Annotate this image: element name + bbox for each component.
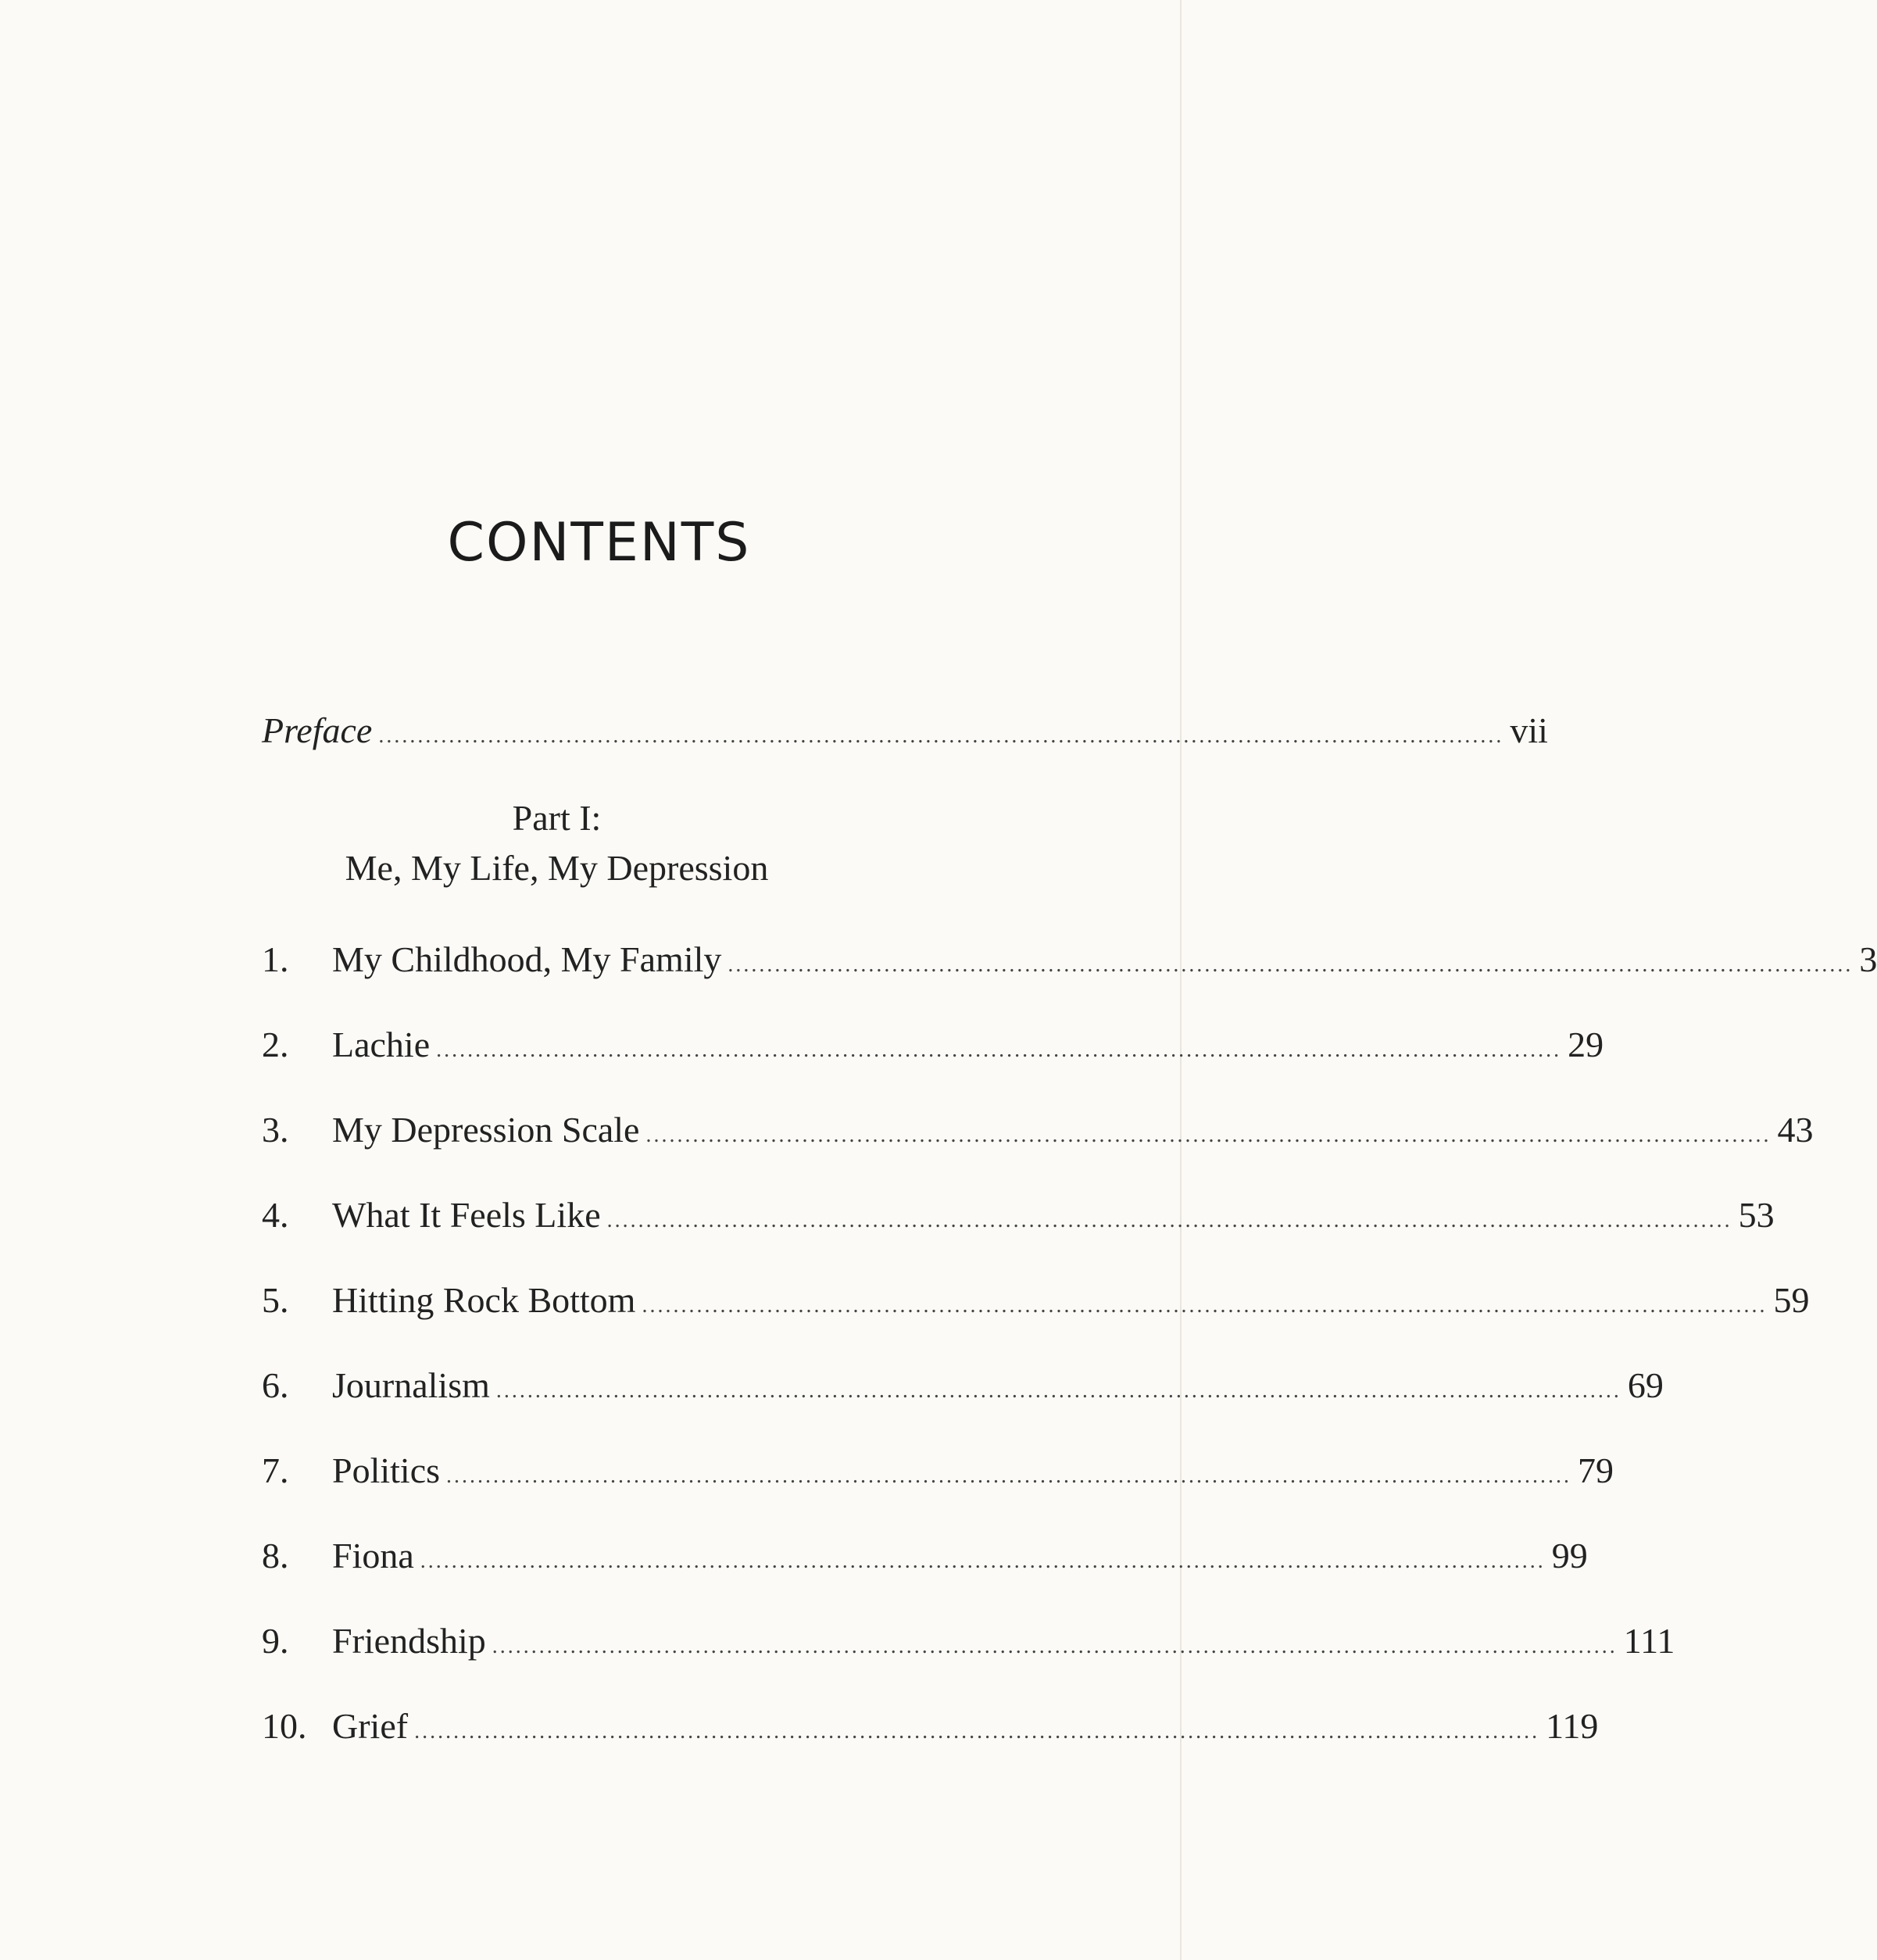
toc-entry-number: 7. [262,1450,289,1490]
toc-entry-preface[interactable] [262,707,1548,754]
toc-entry-number: 1. [262,939,289,979]
dot-leader: ................................................................................................................................................ [728,953,1854,977]
dot-leader: ................................................................................................................................................ [492,1634,1618,1658]
toc-entry-number: 4. [262,1195,289,1235]
toc-entry[interactable] [262,1703,1599,1750]
dot-leader: ................................................................................................................................................ [436,1038,1562,1062]
toc-entry-page: 79 [1578,1450,1614,1490]
dot-leader: ................................................................................................................................................ [446,1464,1572,1488]
toc-entry-label: What It Feels Like [332,1195,601,1235]
toc-entry[interactable] [262,1021,1604,1068]
toc-entry-page: 69 [1627,1365,1664,1405]
toc-entry-page: 111 [1623,1621,1675,1661]
toc-entry-label: Friendship [332,1621,486,1661]
toc-entry-page: 29 [1568,1025,1604,1064]
part-title: Part I: [512,798,602,838]
dot-leader: ................................................................................................................................................ [420,1549,1546,1573]
toc-entry-label: Lachie [332,1025,431,1064]
dot-leader: ................................................................................................................................................ [606,1208,1732,1232]
toc-entry-label: Grief [332,1706,409,1746]
toc-entry[interactable] [262,1107,1814,1153]
toc-entry[interactable] [262,1533,1588,1579]
toc-entry-page: 59 [1773,1280,1810,1320]
part-subtitle: Me, My Life, My Depression [345,848,769,888]
page-title: CONTENTS [447,512,751,574]
toc-entry-number: 8. [262,1536,289,1576]
toc-entry-label: My Depression Scale [332,1110,640,1150]
dot-leader: ................................................................................................................................................ [378,724,1504,748]
dot-leader: ................................................................................................................................................ [645,1123,1772,1147]
part-heading [234,793,879,893]
toc-entry[interactable] [262,1618,1675,1665]
toc-entry-number: 5. [262,1280,289,1320]
table-of-contents [262,707,1877,1788]
toc-entry-label: My Childhood, My Family [332,939,722,979]
dot-leader: ................................................................................................................................................ [495,1379,1621,1403]
toc-entry-page: 119 [1546,1706,1599,1746]
toc-entry-label: Journalism [332,1365,490,1405]
toc-entry[interactable] [262,1192,1775,1239]
toc-entry-label: Preface [262,710,373,750]
toc-entry[interactable] [262,1277,1810,1324]
toc-entry-label: Hitting Rock Bottom [332,1280,636,1320]
toc-entry-page: 43 [1777,1110,1814,1150]
toc-entry-number: 10. [262,1706,307,1746]
toc-entry-number: 6. [262,1365,289,1405]
toc-entry-label: Politics [332,1450,441,1490]
toc-entry-label: Fiona [332,1536,414,1576]
toc-entry-page: 3 [1859,939,1877,979]
toc-entry[interactable] [262,1362,1664,1409]
toc-entry-page: 53 [1738,1195,1775,1235]
dot-leader: ................................................................................................................................................ [414,1719,1540,1744]
toc-entry-number: 2. [262,1025,289,1064]
toc-entry[interactable] [262,936,1877,983]
toc-entry-number: 9. [262,1621,289,1661]
toc-entry[interactable] [262,1447,1614,1494]
toc-entry-page: 99 [1551,1536,1588,1576]
toc-entry-page: vii [1510,710,1548,750]
dot-leader: ................................................................................................................................................ [642,1293,1768,1318]
toc-entry-number: 3. [262,1110,289,1150]
